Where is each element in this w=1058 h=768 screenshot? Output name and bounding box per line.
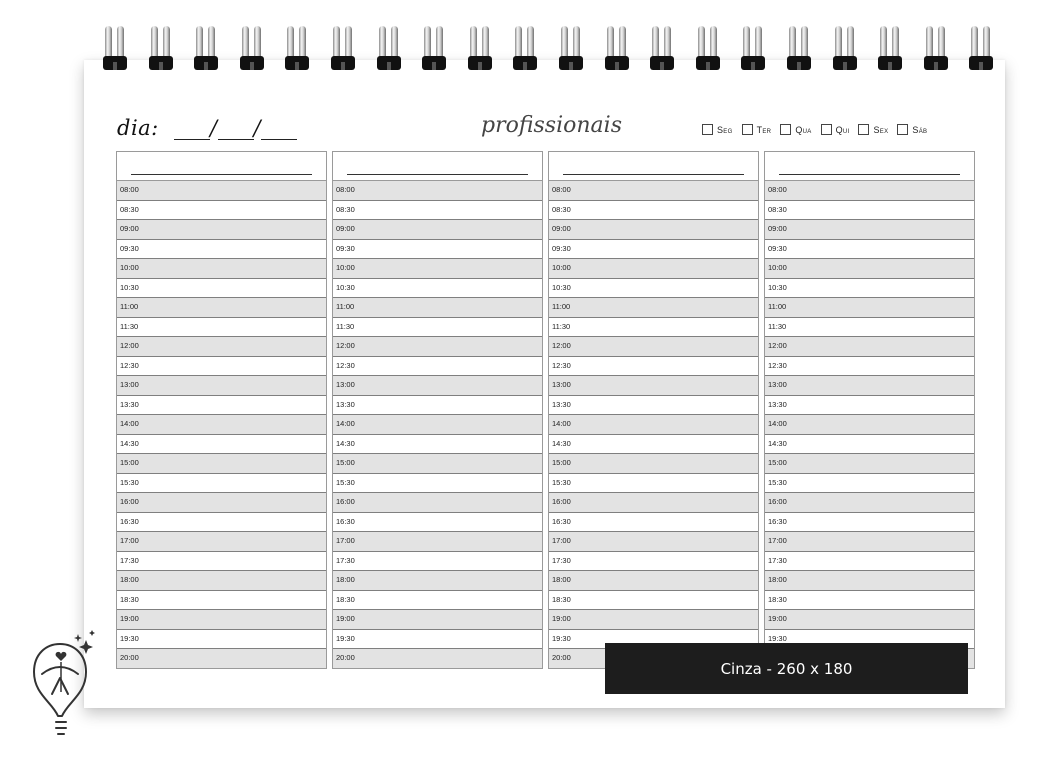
time-slot-row[interactable]: 12:30 bbox=[765, 357, 974, 377]
time-slot-row[interactable]: 18:00 bbox=[765, 571, 974, 591]
time-slot-row[interactable]: 15:00 bbox=[549, 454, 758, 474]
time-slot-row[interactable]: 12:00 bbox=[765, 337, 974, 357]
time-slot-row[interactable]: 17:00 bbox=[549, 532, 758, 552]
weekday-option[interactable] bbox=[858, 124, 888, 135]
time-slot-row[interactable]: 14:30 bbox=[333, 435, 542, 455]
column-header[interactable] bbox=[117, 152, 326, 181]
schedule-column bbox=[116, 151, 327, 669]
time-slot-row[interactable]: 10:30 bbox=[765, 279, 974, 299]
binding-ring bbox=[240, 26, 264, 74]
time-slot-row[interactable]: 08:30 bbox=[765, 201, 974, 221]
checkbox[interactable] bbox=[821, 124, 832, 135]
weekday-label: Qui bbox=[835, 124, 850, 135]
time-slot-row[interactable]: 11:30 bbox=[333, 318, 542, 338]
binding-ring bbox=[468, 26, 492, 74]
weekday-option[interactable] bbox=[897, 124, 927, 135]
time-slot-row[interactable]: 19:30 bbox=[549, 630, 758, 650]
time-slot-row[interactable]: 14:00 bbox=[333, 415, 542, 435]
binding-ring bbox=[878, 26, 902, 74]
product-label: Cinza - 260 x 180 bbox=[605, 643, 968, 694]
time-slot-row[interactable]: 13:30 bbox=[549, 396, 758, 416]
time-slot-row[interactable]: 17:30 bbox=[549, 552, 758, 572]
time-slot-row[interactable]: 13:00 bbox=[333, 376, 542, 396]
date-field[interactable]: dia: / / bbox=[117, 116, 297, 140]
time-slot-row[interactable]: 11:30 bbox=[549, 318, 758, 338]
time-slot-row[interactable]: 16:00 bbox=[765, 493, 974, 513]
time-slot-row[interactable]: 11:30 bbox=[765, 318, 974, 338]
time-slot-row[interactable]: 19:00 bbox=[765, 610, 974, 630]
time-slot-row[interactable]: 11:00 bbox=[333, 298, 542, 318]
time-slot-row[interactable]: 20:00 bbox=[117, 649, 326, 668]
checkbox[interactable] bbox=[742, 124, 753, 135]
column-header[interactable] bbox=[765, 152, 974, 181]
schedule-column bbox=[548, 151, 759, 669]
weekday-option[interactable] bbox=[821, 124, 850, 135]
checkbox[interactable] bbox=[702, 124, 713, 135]
page-title: profissionais bbox=[481, 113, 622, 138]
time-slot-row[interactable]: 17:30 bbox=[765, 552, 974, 572]
time-slot-row[interactable]: 17:30 bbox=[117, 552, 326, 572]
time-slot-row[interactable]: 17:30 bbox=[333, 552, 542, 572]
time-slot-row[interactable]: 20:00 bbox=[549, 649, 758, 668]
time-slot-row[interactable]: 14:00 bbox=[549, 415, 758, 435]
weekday-option[interactable] bbox=[742, 124, 772, 135]
time-slot-row[interactable]: 12:30 bbox=[549, 357, 758, 377]
weekday-label: Sex bbox=[873, 124, 889, 135]
time-slot-row[interactable]: 09:00 bbox=[117, 220, 326, 240]
time-slot-row[interactable]: 08:00 bbox=[765, 181, 974, 201]
time-slot-row[interactable]: 15:30 bbox=[549, 474, 758, 494]
time-slot-row[interactable]: 13:30 bbox=[333, 396, 542, 416]
binding-ring bbox=[924, 26, 948, 74]
time-slot-row[interactable]: 19:30 bbox=[117, 630, 326, 650]
binding-ring bbox=[285, 26, 309, 74]
time-slot-row[interactable]: 09:30 bbox=[333, 240, 542, 260]
schedule-column bbox=[764, 151, 975, 669]
time-slot-row[interactable]: 15:00 bbox=[765, 454, 974, 474]
binding-ring bbox=[331, 26, 355, 74]
weekday-label: Seg bbox=[717, 124, 733, 135]
weekday-label: Ter bbox=[756, 124, 772, 135]
time-slot-row[interactable]: 10:00 bbox=[765, 259, 974, 279]
spiral-binding bbox=[0, 0, 1058, 80]
time-slot-row[interactable]: 12:30 bbox=[333, 357, 542, 377]
time-slot-row[interactable]: 14:30 bbox=[549, 435, 758, 455]
time-slot-row[interactable]: 10:30 bbox=[117, 279, 326, 299]
time-slot-row[interactable]: 19:30 bbox=[333, 630, 542, 650]
time-slot-row[interactable]: 13:30 bbox=[117, 396, 326, 416]
checkbox[interactable] bbox=[780, 124, 791, 135]
time-slot-row[interactable]: 15:30 bbox=[765, 474, 974, 494]
time-slot-row[interactable]: 13:00 bbox=[765, 376, 974, 396]
time-slot-row[interactable]: 18:00 bbox=[549, 571, 758, 591]
time-slot-row[interactable]: 09:00 bbox=[765, 220, 974, 240]
weekday-option[interactable] bbox=[702, 124, 733, 135]
time-slot-row[interactable]: 10:30 bbox=[549, 279, 758, 299]
time-slot-row[interactable]: 12:30 bbox=[117, 357, 326, 377]
time-slot-row[interactable]: 09:30 bbox=[765, 240, 974, 260]
time-slot-row[interactable]: 16:00 bbox=[117, 493, 326, 513]
time-slot-row[interactable]: 18:30 bbox=[765, 591, 974, 611]
time-slot-row[interactable]: 17:00 bbox=[765, 532, 974, 552]
header-write-line bbox=[347, 174, 528, 175]
time-slot-row[interactable]: 12:00 bbox=[549, 337, 758, 357]
time-slot-row[interactable]: 15:30 bbox=[117, 474, 326, 494]
weekday-selector bbox=[702, 124, 936, 135]
time-slot-row[interactable]: 19:00 bbox=[117, 610, 326, 630]
binding-ring bbox=[696, 26, 720, 74]
binding-ring bbox=[377, 26, 401, 74]
header-write-line bbox=[131, 174, 312, 175]
binding-ring bbox=[650, 26, 674, 74]
time-slot-row[interactable]: 16:30 bbox=[117, 513, 326, 533]
binding-ring bbox=[513, 26, 537, 74]
binding-ring bbox=[422, 26, 446, 74]
time-slot-row[interactable]: 13:30 bbox=[765, 396, 974, 416]
time-slot-row[interactable]: 14:00 bbox=[117, 415, 326, 435]
time-slot-row[interactable]: 09:00 bbox=[333, 220, 542, 240]
time-slot-row[interactable]: 15:00 bbox=[117, 454, 326, 474]
time-slot-row[interactable]: 08:30 bbox=[333, 201, 542, 221]
binding-ring bbox=[103, 26, 127, 74]
time-slot-row[interactable]: 08:00 bbox=[117, 181, 326, 201]
time-slot-row[interactable]: 18:30 bbox=[549, 591, 758, 611]
binding-ring bbox=[787, 26, 811, 74]
time-slot-row[interactable]: 20:00 bbox=[333, 649, 542, 668]
checkbox[interactable] bbox=[858, 124, 869, 135]
time-slot-row[interactable]: 13:00 bbox=[117, 376, 326, 396]
lightbulb-heart-icon bbox=[22, 630, 102, 746]
time-slot-row[interactable]: 18:00 bbox=[117, 571, 326, 591]
time-slot-row[interactable]: 14:30 bbox=[117, 435, 326, 455]
time-slot-row[interactable]: 17:00 bbox=[333, 532, 542, 552]
time-slot-row[interactable]: 08:30 bbox=[117, 201, 326, 221]
time-slot-row[interactable]: 10:30 bbox=[333, 279, 542, 299]
date-label: dia: bbox=[117, 116, 159, 140]
time-slot-row[interactable]: 15:00 bbox=[333, 454, 542, 474]
weekday-label: Sáb bbox=[912, 124, 928, 135]
binding-ring bbox=[833, 26, 857, 74]
time-slot-row[interactable]: 14:00 bbox=[765, 415, 974, 435]
time-slot-row[interactable]: 11:00 bbox=[549, 298, 758, 318]
time-slot-row[interactable]: 09:30 bbox=[549, 240, 758, 260]
time-slot-row[interactable]: 11:30 bbox=[117, 318, 326, 338]
time-slot-row[interactable]: 16:00 bbox=[549, 493, 758, 513]
time-slot-row[interactable]: 19:00 bbox=[549, 610, 758, 630]
column-header[interactable] bbox=[333, 152, 542, 181]
time-slot-row[interactable]: 08:30 bbox=[549, 201, 758, 221]
time-slot-row[interactable]: 10:00 bbox=[549, 259, 758, 279]
weekday-label: Qua bbox=[795, 124, 812, 135]
header-write-line bbox=[563, 174, 744, 175]
time-slot-row[interactable]: 12:00 bbox=[117, 337, 326, 357]
schedule-column bbox=[332, 151, 543, 669]
time-slot-row[interactable]: 11:00 bbox=[117, 298, 326, 318]
time-slot-row[interactable]: 08:00 bbox=[549, 181, 758, 201]
time-slot-row[interactable]: 12:00 bbox=[333, 337, 542, 357]
time-slot-row[interactable]: 08:00 bbox=[333, 181, 542, 201]
column-header[interactable] bbox=[549, 152, 758, 181]
time-slot-row[interactable]: 09:00 bbox=[549, 220, 758, 240]
header-write-line bbox=[779, 174, 960, 175]
weekday-option[interactable] bbox=[780, 124, 811, 135]
time-slot-row[interactable]: 13:00 bbox=[549, 376, 758, 396]
time-slot-row[interactable]: 18:00 bbox=[333, 571, 542, 591]
binding-ring bbox=[741, 26, 765, 74]
time-slot-row[interactable]: 10:00 bbox=[333, 259, 542, 279]
time-slot-row[interactable]: 18:30 bbox=[117, 591, 326, 611]
time-slot-row[interactable]: 19:30 bbox=[765, 630, 974, 650]
time-slot-row[interactable]: 16:30 bbox=[333, 513, 542, 533]
time-slot-row[interactable]: 14:30 bbox=[765, 435, 974, 455]
time-slot-row[interactable]: 17:00 bbox=[117, 532, 326, 552]
time-slot-row[interactable]: 09:30 bbox=[117, 240, 326, 260]
binding-ring bbox=[194, 26, 218, 74]
binding-ring bbox=[969, 26, 993, 74]
time-slot-row[interactable]: 10:00 bbox=[117, 259, 326, 279]
time-slot-row[interactable]: 16:30 bbox=[549, 513, 758, 533]
time-slot-row[interactable]: 16:30 bbox=[765, 513, 974, 533]
binding-ring bbox=[559, 26, 583, 74]
binding-ring bbox=[605, 26, 629, 74]
time-slot-row[interactable]: 18:30 bbox=[333, 591, 542, 611]
time-slot-row[interactable]: 16:00 bbox=[333, 493, 542, 513]
time-slot-row[interactable]: 11:00 bbox=[765, 298, 974, 318]
binding-ring bbox=[149, 26, 173, 74]
checkbox[interactable] bbox=[897, 124, 908, 135]
time-slot-row[interactable]: 19:00 bbox=[333, 610, 542, 630]
time-slot-row[interactable]: 15:30 bbox=[333, 474, 542, 494]
